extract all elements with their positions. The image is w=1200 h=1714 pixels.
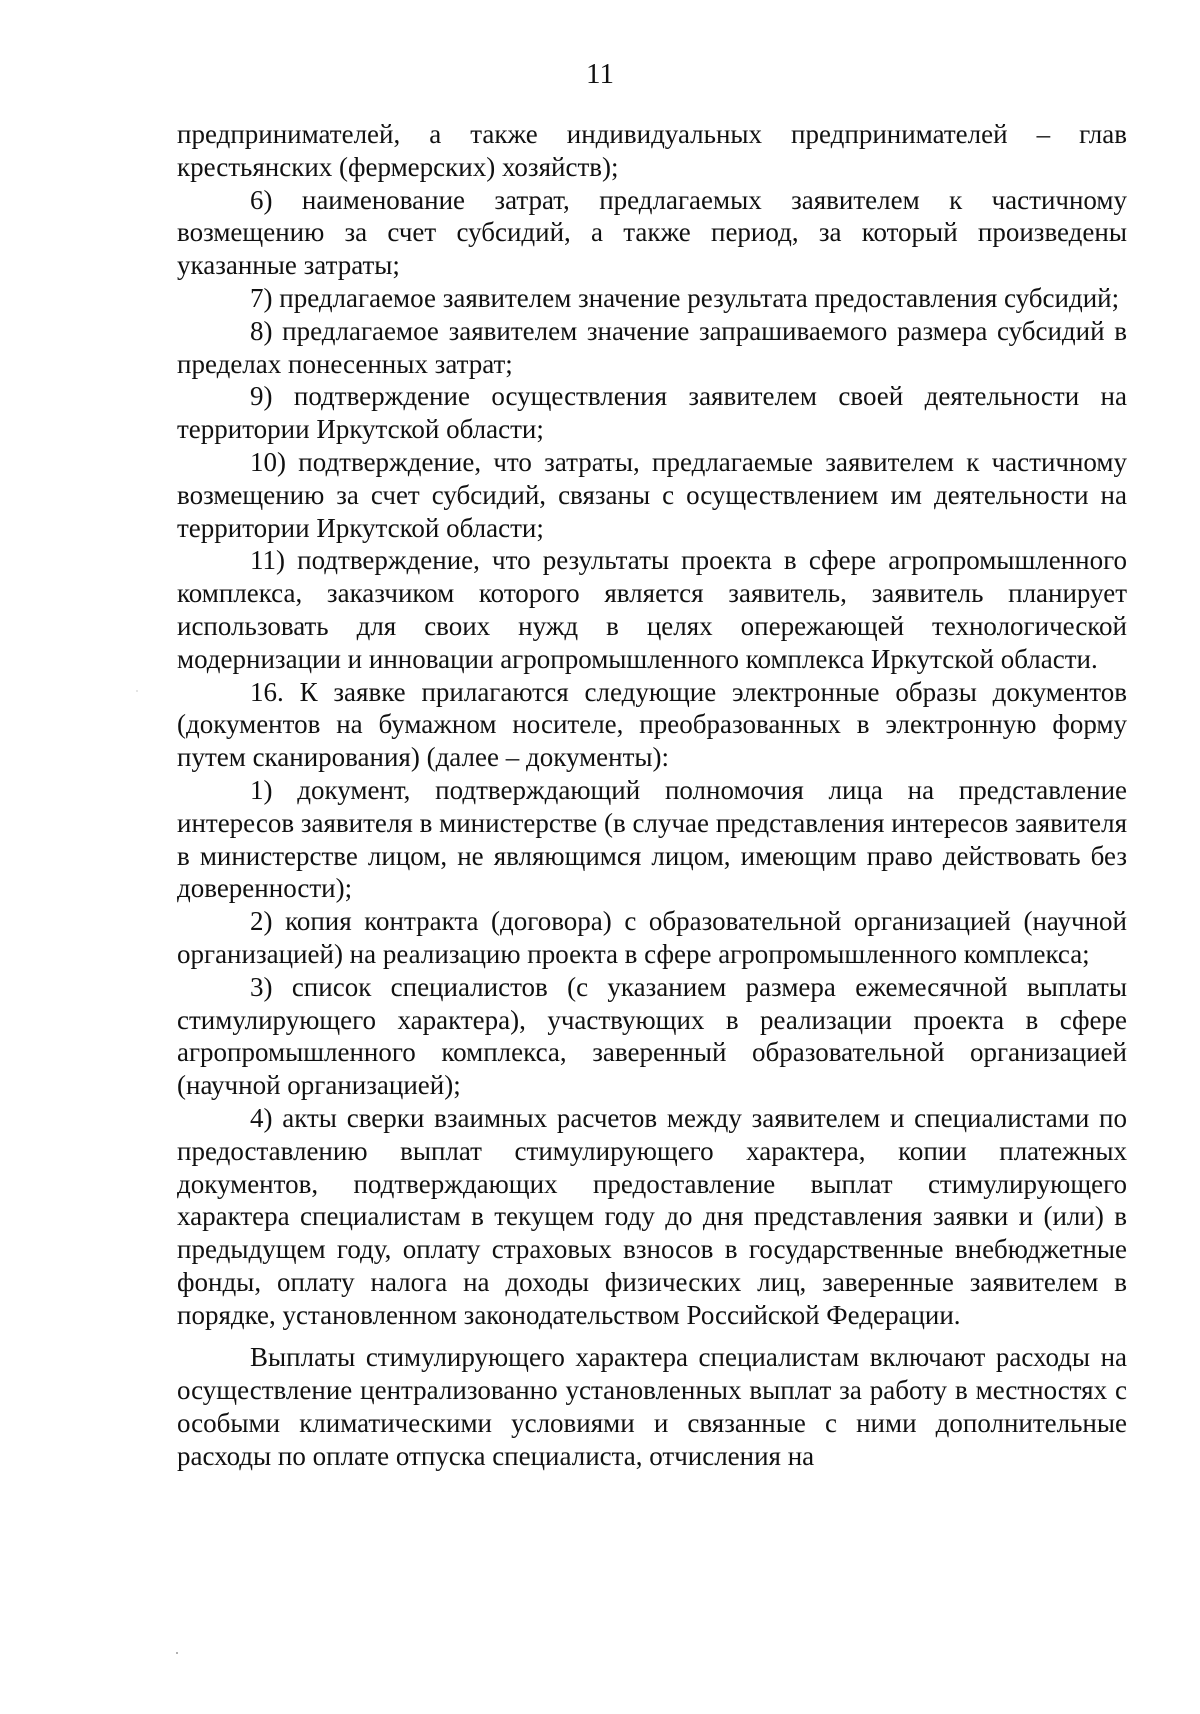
paragraph: 8) предлагаемое заявителем значение запрашиваемого размера субсидий в пределах понесенных затрат;	[177, 315, 1127, 379]
paragraph: 9) подтверждение осуществления заявителем своей деятельности на территории Иркутской области;	[177, 381, 1127, 445]
paragraph: 2) копия контракта (договора) с образовательной организацией (научной организацией) на реализацию проекта в сфере агропромышленного комплекса;	[177, 906, 1127, 969]
document-body	[177, 118, 1127, 1473]
paragraph: 6) наименование затрат, предлагаемых заявителем к частичному возмещению за счет субсидий, а также период, за который произведены указанные затраты;	[177, 184, 1127, 281]
paragraph: 4) акты сверки взаимных расчетов между заявителем и специалистами по предоставлению выплат стимулирующего характера, копии платежных документов, подтверждающих предоставление выплат стимулирующего характера специалистам в текущем году до дня представления заявки и (или) в предыдущем году, оплату страховых взносов в государственные внебюджетные фонды, оплату налога на доходы физических лиц, заверенные заявителем в порядке, установленном законодательством Российской Федерации.	[177, 1102, 1127, 1330]
paragraph: 16. К заявке прилагаются следующие электронные образы документов (документов на бумажном носителе, преобразованных в электронную форму путем сканирования) (далее – документы):	[177, 676, 1127, 773]
paragraph: 3) список специалистов (с указанием размера ежемесячной выплаты стимулирующего характера), участвующих в реализации проекта в сфере агропромышленного комплекса, заверенный образовательной организацией (научной организацией);	[177, 971, 1127, 1101]
paragraph: 10) подтверждение, что затраты, предлагаемые заявителем к частичному возмещению за счет субсидий, связаны с осуществлением им деятельности на территории Иркутской области;	[177, 446, 1127, 543]
scan-speck	[136, 690, 138, 692]
paragraph: 1) документ, подтверждающий полномочия лица на представление интересов заявителя в министерстве (в случае представления интересов заявителя в министерстве лицом, не являющимся лицом, имеющим право действовать без доверенности);	[177, 774, 1127, 904]
paragraph: 7) предлагаемое заявителем значение результата предоставления субсидий;	[250, 282, 1120, 313]
page-number: 11	[586, 58, 614, 90]
paragraph: 11) подтверждение, что результаты проекта в сфере агропромышленного комплекса, заказчиком которого является заявитель, заявитель планирует использовать для своих нужд в целях опережающей технологической модернизации и инновации агропромышленного комплекса Иркутской области.	[177, 545, 1127, 674]
paragraph: предпринимателей, а также индивидуальных предпринимателей – глав крестьянских (фермерских) хозяйств);	[177, 119, 1127, 182]
paragraph: Выплаты стимулирующего характера специалистам включают расходы на осуществление централизованно установленных выплат за работу в местностях с особыми климатическими условиями и связанные с ними дополнительные расходы по оплате отпуска специалиста, отчисления на	[177, 1342, 1127, 1471]
scan-speck	[176, 1652, 178, 1654]
